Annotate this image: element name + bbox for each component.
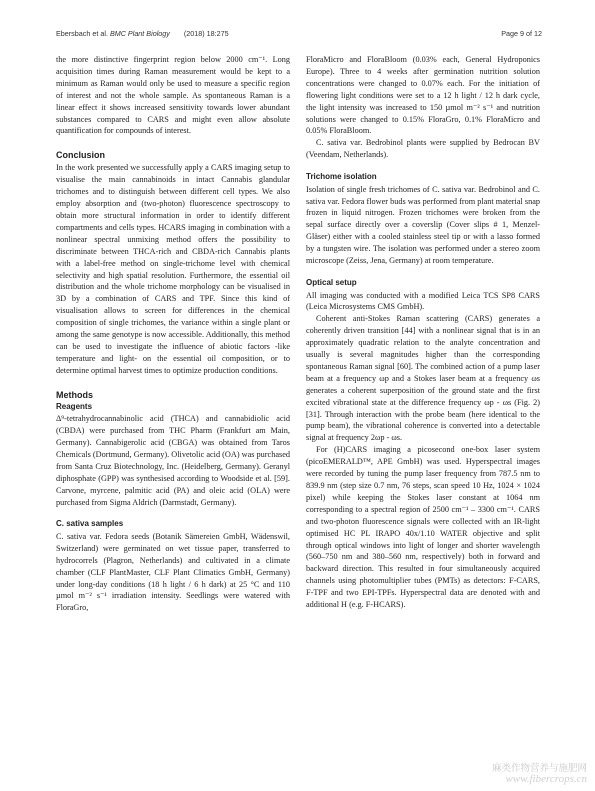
header-year-volume: (2018) 18:275	[183, 29, 229, 38]
samples-heading: C. sativa samples	[56, 519, 124, 529]
conclusion-paragraph: In the work presented we successfully apply a CARS imaging setup to visualise the main cannabinoids in intact Cannabis glandular trichomes and to distinguish between different cell types. We also employ absorption and (two-photon) fluorescence spectroscopy to obtain more structural information in order to identify different compartments and cells types. HCARS imaging in combination with a nonlinear spectral unmixing method offers the possibility to discriminate between THCA-rich and CBDA-rich Cannabis plants with a label-free method on single-trichome level with chemical selectivity and high spatial resolution. Furthermore, the essential oil distribution and the whole trichome morphology can be visualised in 3D by a combination of CARS and TPF. Since this kind of visualisation allows to screen for differences in the chemical composition of single trichomes, the variance within a single plant or among the same genotype is now accessible. Additionally, this method can be used to investigate the influence of abiotic factors -like temperature and light- on the essential oil composition, or to determine optimal harvest times to optimize production conditions.	[56, 163, 290, 375]
trichome-isolation-paragraph: Isolation of single fresh trichomes of C. sativa var. Bedrobinol and C. sativa var. Fedora flower buds was performed from plant material snap frozen in liquid nitrogen. Frozen trichomes were broken from the sepal surface directly over a coverslip (Cover slips # 1, Menzel-Gläser) either with a cooled stainless steel tip or with a lasso formed by a tungsten wire. The isolation was performed under a stereo zoom microscope (Zeiss, Jena, Germany) at room temperature.	[306, 184, 540, 266]
left-column	[56, 54, 290, 614]
conclusion-heading: Conclusion	[56, 150, 105, 161]
right-column	[306, 54, 540, 611]
methods-heading: Methods	[56, 389, 93, 400]
header-journal: BMC Plant Biology	[109, 29, 170, 38]
bedrobinol-paragraph: C. sativa var. Bedrobinol plants were supplied by Bedrocan BV (Veendam, Netherlands).	[306, 138, 540, 160]
optical-setup-paragraph-3: For (H)CARS imaging a picosecond one-box laser system (picoEMERALD™, APE GmbH) was used. Hyperspectral images were recorded by tuning the pump laser frequency from 787.5 nm to 839.9 nm (step size 0.7 nm, 76 steps, scan speed 10 Hz, 1024 × 1024 pixel) while keeping the Stokes laser constant at 1064 nm corresponding to a spectral region of 2500 cm⁻¹ – 3300 cm⁻¹. CARS and two-photon fluorescence signals were collected with an IR-light optimised HC PL IRAPO 40x/1.10 WATER objective and split through optical windows into light of longer and shorter wavelength (560–750 nm and 380–560 nm, respectively) both in forward and backward direction. This resulted in four simultaneously acquired channels using photomultiplier tubes (PMTs) as detectors: F-CARS, F-TPF and two EPI-TPFs. Hyperspectral data are denoted with and additional H (e.g. F-HCARS).	[306, 445, 540, 610]
site-watermark	[492, 763, 587, 785]
optical-setup-paragraph-2: Coherent anti-Stokes Raman scattering (CARS) generates a coherently driven transition [44] with a nonlinear signal that is in an approximately quadratic relation to the analyte concentration and usually is several magnitudes higher than the corresponding spontaneous Raman signal [60]. The combined action of a pump laser beam at a frequency ωp and a Stokes laser beam at a frequency ωs generates a coherent superposition of the ground state and the first excited vibrational state at the difference frequency ωp - ωs (Fig. 2) [31]. Through interaction with the probe beam (here identical to the pump beam), the vibrational coherence is converted into a detectable signal at frequency 2ωp - ωs.	[306, 314, 540, 443]
header-citation	[56, 29, 229, 38]
watermark-url: www.fibercrops.cn	[505, 773, 587, 785]
intro-paragraph: the more distinctive fingerprint region below 2000 cm⁻¹. Long acquisition times during Raman measurement would be kept to a minimum as Raman would only be used to measure a specific region of interest and not the whole sample. As spontaneous Raman is a linear effect it shows increased sensitivity towards lower abundant substances compared to CARS and might even allow absolute quantification for compounds of interest.	[56, 55, 290, 136]
watermark-site-name: 麻类作物营养与施肥网	[491, 763, 587, 774]
trichome-isolation-heading: Trichome isolation	[306, 172, 377, 182]
reagents-paragraph: Δ⁹-tetrahydrocannabinolic acid (THCA) and cannabidiolic acid (CBDA) were purchased from THC Pharm (Frankfurt am Main, Germany). Cannabigerolic acid (CBGA) was obtained from Taros Chemicals (Dortmund, Germany). Olivetolic acid (OA) was purchased from Santa Cruz Biotechnology, Inc. (Heidelberg, Germany). Geranyl diphosphate (GPP) was synthesised according to Woodside et al. [59]. Carvone, myrcene, palmitic acid (PA) and oleic acid (OLA) were purchased from Sigma Aldrich (Darmstadt, Germany).	[56, 414, 290, 507]
reagents-heading: Reagents	[56, 401, 93, 411]
running-header	[56, 29, 542, 41]
samples-continued-paragraph: FloraMicro and FloraBloom (0.03% each, General Hydroponics Europe). Three to 4 weeks after germination nutrition solution concentrations were changed to 0.07% each. For the initiation of flowering light conditions were set to a 12 h light / 12 h dark cycle, the light intensity was increased to 150 µmol m⁻² s⁻¹ and nutrition solutions were changed to 0.15% FloraGro, 0.1% FloraMicro and 0.05% FloraBloom.	[306, 55, 540, 136]
page-number: Page 9 of 12	[501, 29, 542, 38]
optical-setup-heading: Optical setup	[306, 278, 357, 287]
samples-paragraph: C. sativa var. Fedora seeds (Botanik Sämereien GmbH, Wädenswil, Switzerland) were germinated on wet tissue paper, transferred to hydrocorrels (Plagron, Netherlands) and cultivated in a climate chamber (CLF PlantMaster, CLF Plant Climatics GmbH, Germany) under long-day conditions (18 h light / 6 h dark) at 25 °C and 110 µmol m⁻² s⁻¹ irradiation intensity. Seedlings were watered with FloraGro,	[56, 531, 290, 613]
header-authors: Ebersbach et al.	[56, 29, 108, 38]
optical-setup-paragraph-1: All imaging was conducted with a modified Leica TCS SP8 CARS (Leica Microsystems CMS GmbH).	[306, 290, 540, 312]
